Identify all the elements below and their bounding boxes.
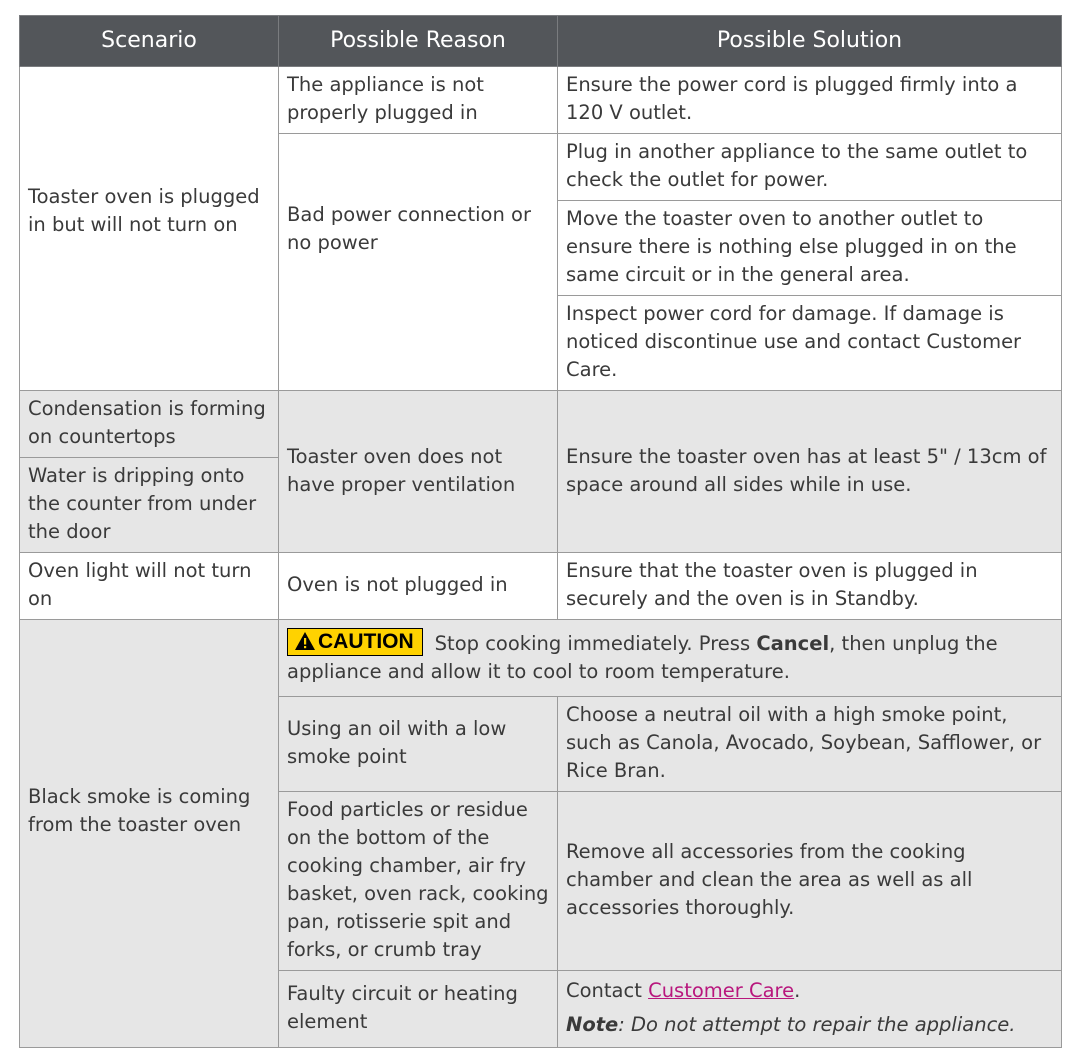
reason-cell: Food particles or residue on the bottom of the cooking chamber, air fry basket, oven rack, cooking pan, rotisserie spit and forks, or crumb tray (279, 792, 558, 971)
scenario-cell: Oven light will not turn on (20, 553, 279, 620)
header-scenario: Scenario (20, 16, 279, 67)
reason-cell: Toaster oven does not have proper ventilation (279, 391, 558, 553)
scenario-cell: Black smoke is coming from the toaster oven (20, 620, 279, 1048)
scenario-cell: Toaster oven is plugged in but will not turn on (20, 67, 279, 391)
table-row (20, 391, 1062, 458)
solution-cell (558, 971, 1062, 1048)
table-header-row (20, 16, 1062, 67)
caution-badge (287, 628, 423, 656)
troubleshooting-table (19, 15, 1062, 1048)
scenario-cell: Water is dripping onto the counter from under the door (20, 458, 279, 553)
caution-text-cont: , then unplug the appliance and allow it to cool to room temperature. (287, 632, 998, 683)
table-row (20, 620, 1062, 697)
header-possible-reason: Possible Reason (279, 16, 558, 67)
reason-cell: Oven is not plugged in (279, 553, 558, 620)
contact-suffix: . (794, 979, 801, 1002)
solution-cell: Plug in another appliance to the same outlet to check the outlet for power. (558, 134, 1062, 201)
note (566, 1011, 1054, 1039)
solution-cell: Inspect power cord for damage. If damage is noticed discontinue use and contact Customer Care. (558, 296, 1062, 391)
caution-text: Stop cooking immediately. Press (434, 632, 757, 655)
cancel-key-label: Cancel (756, 632, 830, 655)
table-row (20, 67, 1062, 134)
warning-triangle-icon (294, 631, 316, 651)
solution-cell: Ensure the power cord is plugged firmly into a 120 V outlet. (558, 67, 1062, 134)
table-row (20, 553, 1062, 620)
reason-cell: Using an oil with a low smoke point (279, 697, 558, 792)
solution-cell: Ensure the toaster oven has at least 5" / 13cm of space around all sides while in use. (558, 391, 1062, 553)
reason-cell: The appliance is not properly plugged in (279, 67, 558, 134)
reason-cell: Faulty circuit or heating element (279, 971, 558, 1048)
caution-cell (279, 620, 1062, 697)
scenario-cell: Condensation is forming on countertops (20, 391, 279, 458)
note-text: : Do not attempt to repair the appliance. (618, 1013, 1016, 1036)
solution-cell: Ensure that the toaster oven is plugged in securely and the oven is in Standby. (558, 553, 1062, 620)
solution-cell: Choose a neutral oil with a high smoke point, such as Canola, Avocado, Soybean, Safflower, or Rice Bran. (558, 697, 1062, 792)
solution-cell: Move the toaster oven to another outlet to ensure there is nothing else plugged in on the same circuit or in the general area. (558, 201, 1062, 296)
caution-label: CAUTION (318, 630, 414, 653)
solution-cell: Remove all accessories from the cooking chamber and clean the area as well as all accessories thoroughly. (558, 792, 1062, 971)
reason-cell: Bad power connection or no power (279, 134, 558, 391)
note-label: Note (566, 1013, 619, 1036)
contact-text: Contact (566, 979, 649, 1002)
header-possible-solution: Possible Solution (558, 16, 1062, 67)
customer-care-link[interactable]: Customer Care (648, 979, 795, 1002)
